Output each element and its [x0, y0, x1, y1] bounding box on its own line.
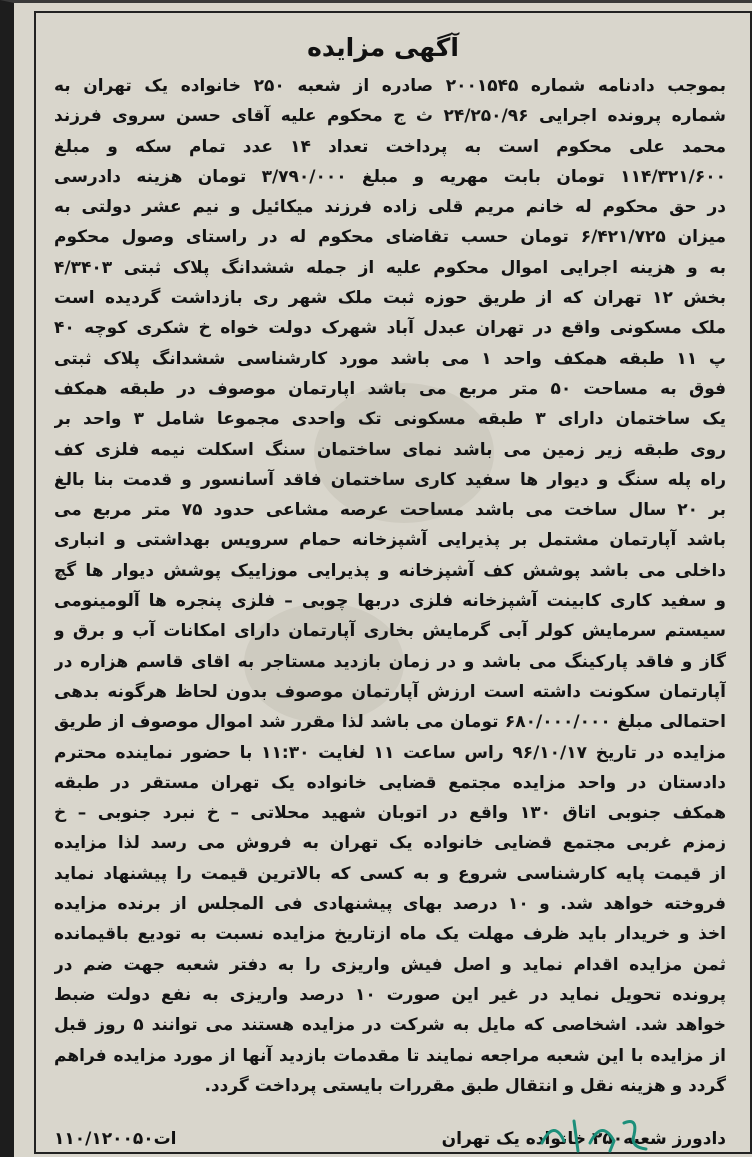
notice-line: اخذ و خریدار باید ظرف مهلت یک ماه ازتاریخ مزایده نسبت به تودیع باقیمانده	[54, 924, 726, 945]
handwritten-number-mark	[534, 1113, 654, 1157]
notice-line: از مزایده با این شعبه مراجعه نمایند تا مقدمات بازدید آنها از مورد مزایده فراهم	[54, 1045, 726, 1066]
notice-body	[54, 71, 726, 1101]
notice-line: مزایده در تاریخ ۹۶/۱۰/۱۷ راس ساعت ۱۱ لغایت ۱۱:۳۰ با حضور نماینده محترم	[54, 742, 726, 763]
notice-line: ملک مسکونی واقع در تهران عبدل آباد شهرک دولت خواه خ شکری کوچه ۴۰	[54, 318, 726, 339]
notice-line: خواهد شد. اشخاصی که مایل به شرکت در مزایده هستند می توانند ۵ روز قبل	[54, 1015, 726, 1036]
notice-line: زمزم غربی مجتمع قضایی خانواده یک تهران به فروش می رسد لذا مزایده	[54, 833, 726, 854]
notice-line: پ ۱۱ طبقه همکف واحد ۱ می باشد مورد کارشناسی ششدانگ پلاک ثبتی	[54, 348, 726, 369]
notice-line: پرونده تحویل نماید در غیر این صورت ۱۰ درصد واریزی به نفع دولت ضبط	[54, 984, 726, 1005]
notice-line: ثمن مزایده اقدام نماید و اصل فیش واریزی را به دفتر شعبه جهت ضم در	[54, 954, 726, 975]
notice-line: همکف جنوبی اتاق ۱۳۰ واقع در اتوبان شهید محلاتی – خ نبرد جنوبی – خ	[54, 803, 726, 824]
notice-line: در حق محکوم له خانم مریم قلی زاده فرزند میکائیل و نیم عشر دولتی به	[54, 197, 726, 218]
notice-title: آگهی مزایده	[307, 33, 459, 62]
notice-line: باشد آپارتمان مشتمل بر پذیرایی آشپزخانه حمام سرویس بهداشتی و انباری	[54, 530, 726, 551]
notice-line: گاز و فاقد پارکینگ می باشد و در زمان بازدید مستاجر به اقای قاسم هزاره در	[54, 651, 726, 672]
notice-line: احتمالی مبلغ ۶۸۰/۰۰۰/۰۰۰ تومان می باشد لذا مقرر شد اموال موصوف از طریق	[54, 712, 726, 733]
notice-line: از قیمت پایه کارشناسی شروع و به کسی که بالاترین قیمت را پیشنهاد نماید	[54, 863, 726, 884]
bailiff-signature: دادورز شعبه۲۵۰ خانواده یک تهران	[441, 1129, 726, 1149]
notice-line: فوق به مساحت ۵۰ متر مربع می باشد اپارتمان موصوف در طبقه همکف	[54, 378, 726, 399]
notice-line: بموجب دادنامه شماره ۲۰۰۱۵۴۵ صادره از شعبه ۲۵۰ خانواده یک تهران به	[54, 76, 726, 96]
notice-line: گردد و هزینه نقل و انتقال طبق مقررات بایستی پرداخت گردد.	[204, 1075, 726, 1096]
notice-line: دادستان در واحد مزایده مجتمع قضایی خانواده یک تهران مستقر در طبقه	[54, 772, 726, 793]
notice-line: روی طبقه زیر زمین می باشد نمای ساختمان سنگ اسکلت نیمه فلزی کف	[54, 439, 726, 460]
reference-number: ۱۱۰/۱۲۰۰۵۰ات	[54, 1129, 177, 1149]
notice-line: داخلی می باشد پوشش کف آشپزخانه و پذیرایی موزاییک پوشش دیوار ها گچ	[54, 560, 726, 581]
notice-line: یک ساختمان دارای ۳ طبقه مسکونی تک واحدی مجموعا شامل ۳ واحد بر	[54, 409, 726, 430]
notice-line: محمد علی محکوم است به پرداخت تعداد ۱۴ عدد تمام سکه و مبلغ	[54, 136, 726, 157]
notice-line: بر ۲۰ سال ساخت می باشد مساحت عرصه مشاعی حدود ۷۵ متر مربع می	[54, 500, 726, 521]
notice-line: فروخته خواهد شد. و ۱۰ درصد بهای پیشنهادی فی المجلس از برنده مزایده	[54, 894, 726, 915]
notice-line: سیستم سرمایش کولر آبی گرمایش بخاری آپارتمان دارای امکانات آب و برق و	[54, 621, 726, 642]
notice-line: میزان ۶/۴۲۱/۷۲۵ تومان حسب تقاضای محکوم له در راستای وصول محکوم	[54, 227, 726, 248]
notice-line: ۱۱۴/۳۲۱/۶۰۰ تومان بابت مهریه و مبلغ ۳/۷۹۰/۰۰۰ تومان هزینه دادرسی	[54, 166, 726, 187]
notice-line: شماره پرونده اجرایی ۲۴/۲۵۰/۹۶ ث ج محکوم علیه آقای حسن سروی فرزند	[54, 106, 726, 127]
notice-line: و سفید کاری کابینت آشپزخانه فلزی دربها چوبی – فلزی پنجره ها آلومینومی	[54, 591, 726, 612]
notice-line: بخش ۱۲ تهران که از طریق حوزه ثبت ملک شهر ری بازداشت گردیده است	[54, 288, 726, 309]
notice-line: آپارتمان سکونت داشته است ارزش آپارتمان موصوف بدون لحاظ هرگونه بدهی	[54, 681, 726, 702]
notice-line: راه پله سنگ و دیوار ها سفید کاری ساختمان فاقد آسانسور و قدمت بنا بالغ	[54, 469, 726, 490]
notice-line: به و هزینه اجرایی اموال محکوم علیه از جمله ششدانگ پلاک ثبتی ۴/۳۴۰۳	[54, 257, 726, 278]
